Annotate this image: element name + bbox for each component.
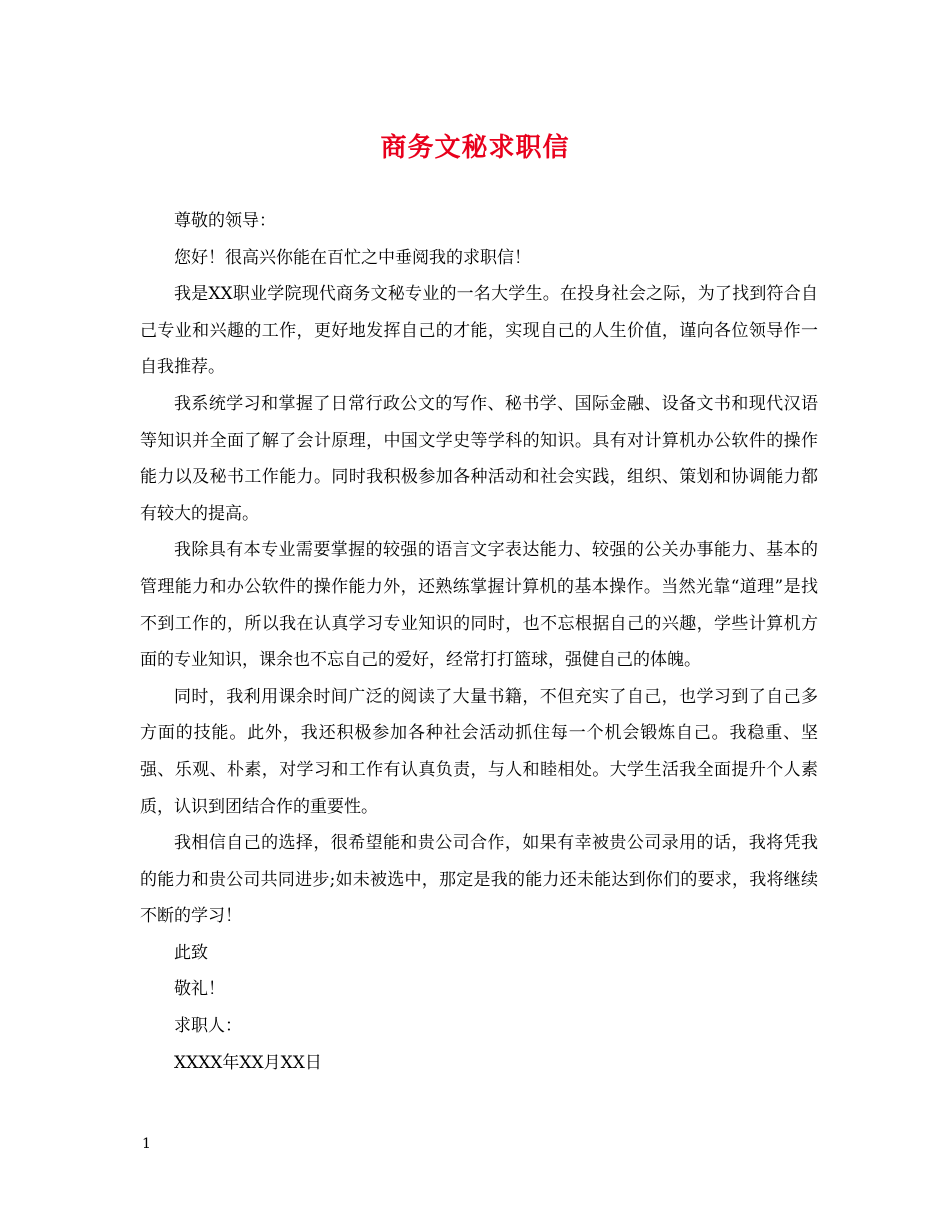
paragraph-skills: 我除具有本专业需要掌握的较强的语言文字表达能力、较强的公关办事能力、基本的管理能力和办公软件的操作能力外，还熟练掌握计算机的基本操作。当然光靠“道理”是找不到工作的，所以我在认真学习专业知识的同时，也不忘根据自己的兴趣，学些计算机方面的专业知识，课余也不忘自己的爱好，经常打打篮球，强健自己的体魄。 bbox=[140, 540, 818, 671]
page-number: 1 bbox=[142, 1136, 151, 1152]
greeting: 您好！很高兴你能在百忙之中垂阅我的求职信！ bbox=[174, 247, 531, 268]
paragraph-intro: 我是XX职业学院现代商务文秘专业的一名大学生。在投身社会之际，为了找到符合自己专业和兴趣的工作，更好地发挥自己的才能，实现自己的人生价值，谨向各位领导作一自我推荐。 bbox=[140, 284, 818, 378]
closing-regards: 此致 bbox=[174, 942, 208, 963]
signature-label: 求职人： bbox=[174, 1016, 242, 1037]
closing-salute: 敬礼！ bbox=[174, 979, 225, 1000]
letter-body bbox=[140, 203, 818, 1081]
paragraph-conclusion: 我相信自己的选择，很希望能和贵公司合作，如果有幸被贵公司录用的话，我将凭我的能力和贵公司共同进步;如未被选中，那定是我的能力还未能达到你们的要求，我将继续不断的学习！ bbox=[140, 833, 818, 927]
paragraph-activities: 同时，我利用课余时间广泛的阅读了大量书籍，不但充实了自己，也学习到了自己多方面的技能。此外，我还积极参加各种社会活动抓住每一个机会锻炼自己。我稳重、坚强、乐观、朴素，对学习和工作有认真负责，与人和睦相处。大学生活我全面提升个人素质，认识到团结合作的重要性。 bbox=[140, 686, 818, 817]
letter-date: XXXX年XX月XX日 bbox=[174, 1052, 322, 1073]
paragraph-education: 我系统学习和掌握了日常行政公文的写作、秘书学、国际金融、设备文书和现代汉语等知识并全面了解了会计原理，中国文学史等学科的知识。具有对计算机办公软件的操作能力以及秘书工作能力。同时我积极参加各种活动和社会实践，组织、策划和协调能力都有较大的提高。 bbox=[140, 393, 818, 524]
salutation: 尊敬的领导： bbox=[174, 211, 276, 231]
document-title: 商务文秘求职信 bbox=[380, 133, 570, 163]
